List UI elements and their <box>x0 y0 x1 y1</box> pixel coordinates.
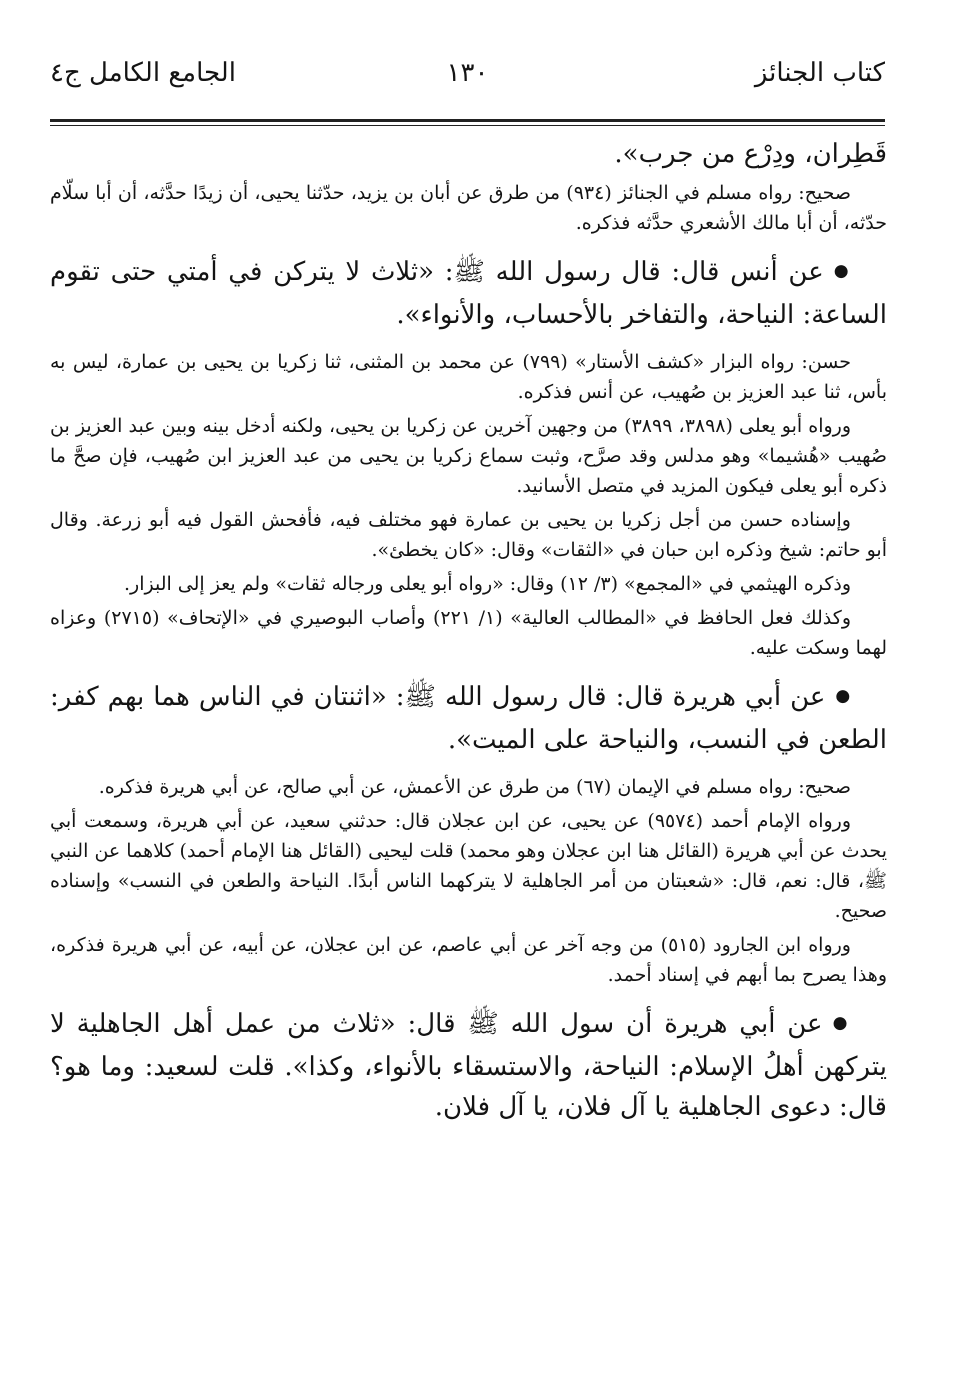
header-rule-thin <box>50 125 885 126</box>
takhrij-note: وذكره الهيثمي في «المجمع» (٣/ ١٢) وقال: «رواه أبو يعلى ورجاله ثقات» ولم يعز إلى البزار. <box>123 573 851 595</box>
header-rule-thick <box>50 119 885 122</box>
takhrij-note: حسن: رواه البزار «كشف الأستار» (٧٩٩) عن محمد بن المثنى، ثنا زكريا بن يحيى بن عمارة، ليس به بأس، ثنا عبد العزيز بن صُهيب، عن أنس فذكره. <box>50 351 887 403</box>
series-title: الجامع الكامل ج٤ <box>50 58 236 88</box>
takhrij-note: صحيح: رواه مسلم في الجنائز (٩٣٤) من طرق عن أبان بن يزيد، حدّثنا يحيى، أن زيدًا حدَّثه، أن أبا سلّام حدّثه، أن أبا مالك الأشعري حدَّثه فذكره. <box>50 182 887 234</box>
takhrij-note: ورواه أبو يعلى (٣٨٩٨، ٣٨٩٩) من وجهين آخرين عن زكريا بن يحيى، ولكنه أدخل بينه وبين عبد العزيز بن صُهيب «هُشيما» وهو مدلس وقد صرَّح، وثبت سماع زكريا بن يحيى من عبد العزيز ابن صُهيب، فإن صحَّ ما ذكره أبو يعلى فيكون المزيد في متصل الأسانيد. <box>50 415 887 497</box>
takhrij-note: صحيح: رواه مسلم في الإيمان (٦٧) من طرق عن الأعمش، عن أبي صالح، عن أبي هريرة فذكره. <box>98 776 851 798</box>
takhrij-note: ورواه الإمام أحمد (٩٥٧٤) عن يحيى، عن ابن عجلان قال: حدثني سعيد، عن أبي هريرة، وسمعت أبي يحدث عن أبي هريرة (القائل هنا ابن عجلان وهو محمد) قلت ليحيى (القائل هنا الإمام أحمد) كلاهما عن النبي ﷺ، قال: نعم، قال: «شعبتان من أمر الجاهلية لا يتركهما الناس أبدًا. النياحة والطعن في النسب» وإسناده صحيح. <box>50 810 887 922</box>
running-header <box>50 58 885 108</box>
takhrij-note: ورواه ابن الجارود (٥١٥) من وجه آخر عن أبي عاصم، عن ابن عجلان، عن أبيه، عن أبي هريرة فذكره، وهذا يصرح بما أبهم في إسناد أحمد. <box>50 934 887 986</box>
hadith-text: ● عن أنس قال: قال رسول الله ﷺ: «ثلاث لا يتركن في أمتي حتى تقوم الساعة: النياحة، والتفاخر بالأحساب، والأنواء». <box>50 252 887 335</box>
hadith-text: ● عن أبي هريرة أن سول الله ﷺ قال: «ثلاث من عمل أهل الجاهلية لا يتركهن أهلُ الإسلام: النياحة، والاستسقاء بالأنواء، وكذا». قلت لسعيد: وما هو؟ قال: دعوى الجاهلية يا آل فلان، يا آل فلان. <box>50 1004 887 1127</box>
page-body <box>50 134 887 1342</box>
book-title: كتاب الجنائز <box>754 58 885 88</box>
takhrij-note: وكذلك فعل الحافظ في «المطالب العالية» (١/ ٢٢١) وأصاب البوصيري في «الإتحاف» (٢٧١٥) وعزاه لهما وسكت عليه. <box>50 607 887 659</box>
hadith-text-continuation: قَطِران، ودِرْع من جرب». <box>614 139 887 169</box>
hadith-text: ● عن أبي هريرة قال: قال رسول الله ﷺ: «اثنتان في الناس هما بهم كفر: الطعن في النسب، والنياحة على الميت». <box>50 677 887 760</box>
page-number: ١٣٠ <box>446 58 489 88</box>
takhrij-note: وإسناده حسن من أجل زكريا بن يحيى بن عمارة فهو مختلف فيه، فأفحش القول فيه أبو زرعة. وقال أبو حاتم: شيخ وذكره ابن حبان في «الثقات» وقال: «كان يخطئ». <box>50 509 887 561</box>
